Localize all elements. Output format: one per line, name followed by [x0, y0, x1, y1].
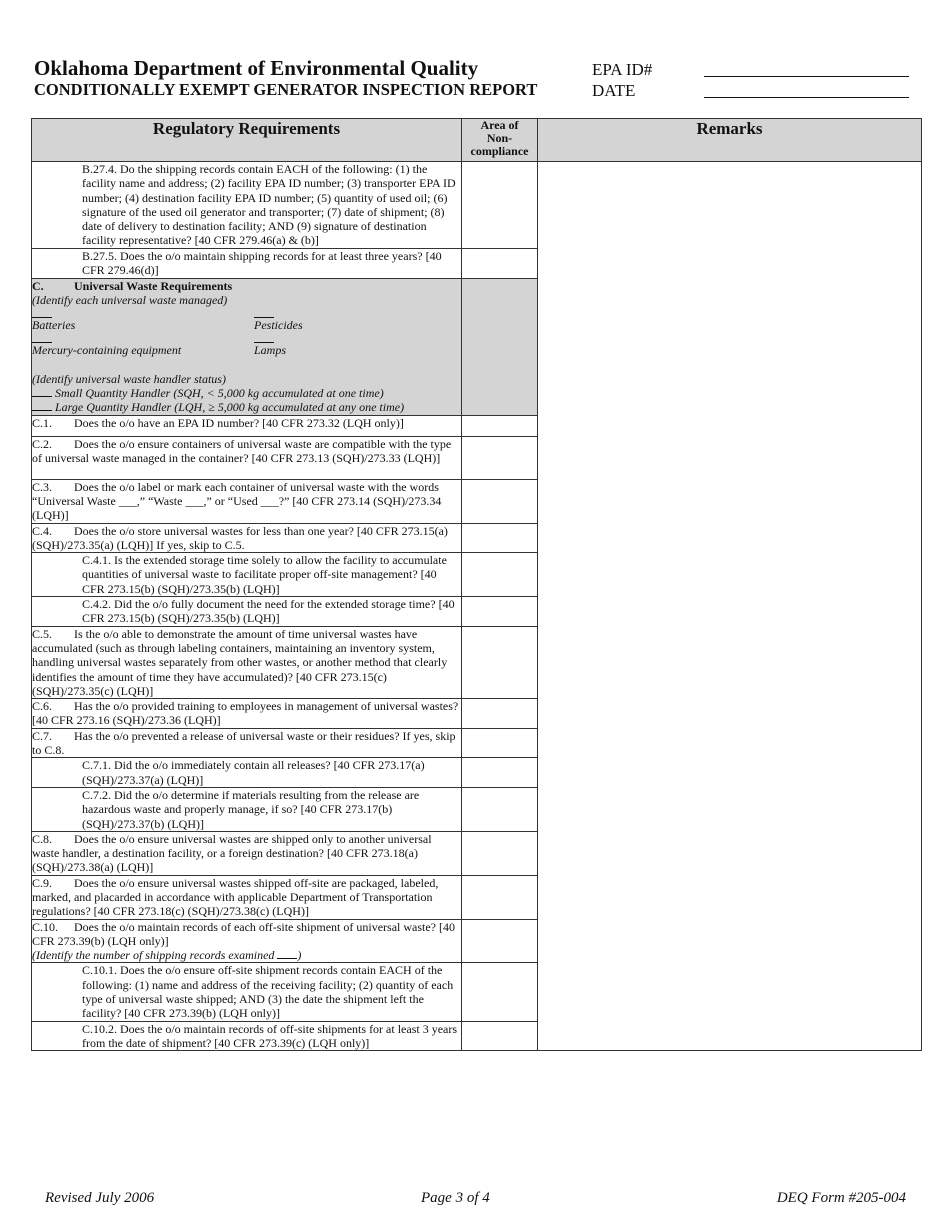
identify-status-instruction: (Identify universal waste handler status) — [32, 371, 226, 386]
table-header-row — [32, 119, 922, 162]
question-c10-2: C.10.2. Does the o/o maintain records of off-site shipments for at least 3 years from the date of shipment? [40 CFR 273.39(c) (LQH only)] — [32, 1021, 462, 1051]
lqh-label: Large Quantity Handler (LQH, ≥ 5,000 kg accumulated at any one time) — [55, 400, 405, 415]
noncompliance-cell[interactable] — [462, 553, 538, 597]
noncompliance-cell[interactable] — [462, 875, 538, 919]
requirements-header: Regulatory Requirements — [32, 119, 462, 162]
question-number: C.9. — [32, 875, 53, 890]
noncompliance-cell[interactable] — [462, 787, 538, 831]
noncompliance-cell[interactable] — [462, 963, 538, 1021]
lqh-checkbox[interactable] — [32, 400, 52, 411]
question-c10 — [32, 919, 462, 963]
question-number: C.6. — [32, 699, 53, 714]
shipping-records-note-end: ) — [297, 948, 302, 963]
shipping-records-note: (Identify the number of shipping records examined — [32, 948, 275, 963]
mercury-checkbox[interactable] — [32, 332, 52, 343]
remarks-header: Remarks — [538, 119, 922, 162]
section-c-number: C. — [32, 278, 44, 293]
question-text: Has the o/o prevented a release of universal waste or their residues? If yes, skip to C.8. — [32, 728, 456, 758]
remarks-cell[interactable] — [538, 162, 922, 1051]
noncompliance-cell[interactable] — [462, 699, 538, 729]
question-c2 — [32, 436, 462, 479]
question-text: Does the o/o store universal wastes for less than one year? [40 CFR 273.15(a) (SQH)/273.35(a) (LQH)] If yes, skip to C.5. — [32, 523, 448, 552]
question-c7-1: C.7.1. Did the o/o immediately contain all releases? [40 CFR 273.17(a) (SQH)/273.37(a) (LQH)] — [32, 758, 462, 788]
lamps-checkbox[interactable] — [254, 332, 274, 343]
noncompliance-cell[interactable] — [462, 758, 538, 788]
question-c7 — [32, 728, 462, 758]
question-text: Does the o/o label or mark each container of universal waste with the words “Universal Waste ___,” “Waste ___,” or “Used ___?” [40 CFR 273.14 (SQH)/273.34 (LQH)] — [32, 479, 442, 523]
question-c7-2: C.7.2. Did the o/o determine if materials resulting from the release are hazardous waste and properly manage, if so? [40 CFR 273.17(b) (SQH)/273.37(b) (LQH)] — [32, 787, 462, 831]
question-b27-4: B.27.4. Do the shipping records contain EACH of the following: (1) the facility name and address; (2) facility EPA ID number; (3) transporter EPA ID number; (4) destination facility EPA ID number; (5) quantity of used oil; (6) signature of the used oil generator and transporter; (7) date of shipment; (8) date of delivery to destination facility; AND (9) signature of destination facility representative? [40 CFR 279.46(a) & (b)] — [32, 162, 462, 249]
section-c-title: Universal Waste Requirements — [74, 278, 233, 293]
noncompliance-cell[interactable] — [462, 479, 538, 523]
pesticides-label: Pesticides — [254, 318, 303, 333]
question-text: Does the o/o ensure universal wastes shipped off-site are packaged, labeled, marked, and placarded in accordance with applicable Department of Transportation regulations? [40 CFR 273.18(c) (SQH)/273.38(c) (LQH)] — [32, 875, 439, 919]
sqh-checkbox[interactable] — [32, 386, 52, 397]
lamps-label: Lamps — [254, 343, 287, 358]
noncompliance-cell[interactable] — [462, 831, 538, 875]
noncompliance-cell[interactable] — [462, 162, 538, 249]
question-number: C.3. — [32, 479, 53, 494]
identify-waste-instruction: (Identify each universal waste managed) — [32, 292, 228, 307]
noncompliance-header — [462, 119, 538, 162]
question-number: C.2. — [32, 436, 53, 451]
question-c4 — [32, 523, 462, 553]
noncompliance-cell[interactable] — [462, 626, 538, 698]
table-row — [32, 162, 922, 249]
inspection-table — [31, 118, 922, 1051]
question-number: C.4. — [32, 523, 53, 538]
date-label: DATE — [592, 81, 636, 100]
question-c8 — [32, 831, 462, 875]
footer-page-number: Page 3 of 4 — [421, 1190, 490, 1206]
question-text: Does the o/o have an EPA ID number? [40 CFR 273.32 (LQH only)] — [74, 415, 404, 430]
mercury-label: Mercury-containing equipment — [32, 343, 182, 358]
question-c5 — [32, 626, 462, 698]
noncompliance-cell[interactable] — [462, 728, 538, 758]
form-subtitle: CONDITIONALLY EXEMPT GENERATOR INSPECTION REPORT — [34, 80, 538, 99]
question-c3 — [32, 479, 462, 523]
noncompliance-cell[interactable] — [462, 415, 538, 436]
question-c6 — [32, 699, 462, 729]
noncompliance-cell[interactable] — [462, 249, 538, 279]
question-c4-2: C.4.2. Did the o/o fully document the need for the extended storage time? [40 CFR 273.15(b) (SQH)/273.35(b) (LQH)] — [32, 597, 462, 627]
noncompliance-cell[interactable] — [462, 436, 538, 479]
noncompliance-cell[interactable] — [462, 523, 538, 553]
question-c1 — [32, 415, 462, 436]
noncompliance-cell[interactable] — [462, 919, 538, 963]
noncompliance-header-line1: Area of — [480, 118, 519, 132]
noncompliance-header-line3: compliance — [470, 144, 529, 158]
footer-revised: Revised July 2006 — [45, 1190, 155, 1206]
question-c10-1: C.10.1. Does the o/o ensure off-site shipment records contain EACH of the following: (1) name and address of the receiving facility; (2) quantity of each type of universal waste shipped; AND (3) the date the shipment left the facility? [40 CFR 273.39(b) (LQH only)] — [32, 963, 462, 1021]
question-number: C.10. — [32, 919, 59, 934]
batteries-checkbox[interactable] — [32, 307, 52, 318]
question-b27-5: B.27.5. Does the o/o maintain shipping records for at least three years? [40 CFR 279.46(d)] — [32, 249, 462, 279]
section-c-header — [32, 278, 462, 415]
question-number: C.8. — [32, 831, 53, 846]
date-field[interactable] — [704, 83, 909, 98]
noncompliance-header-line2: Non- — [486, 131, 513, 145]
pesticides-checkbox[interactable] — [254, 307, 274, 318]
sqh-label: Small Quantity Handler (SQH, < 5,000 kg accumulated at one time) — [55, 386, 384, 401]
question-text: Is the o/o able to demonstrate the amount of time universal wastes have accumulated (such as through labeling containers, maintaining an inventory system, handling universal wastes separately from other wastes, or another method that clearly identifies the amount of time they have accumulated)? [40 CFR 273.15(c) (SQH)/273.35(c) (LQH)] — [32, 626, 448, 698]
question-c4-1: C.4.1. Is the extended storage time solely to allow the facility to accumulate quantities of universal waste to facilitate proper off-site management? [40 CFR 273.15(b) (SQH)/273.35(b) (LQH)] — [32, 553, 462, 597]
question-text: Has the o/o provided training to employees in management of universal wastes? [40 CFR 273.16 (SQH)/273.36 (LQH)] — [32, 699, 459, 728]
question-c9 — [32, 875, 462, 919]
section-c-noncompliance-cell — [462, 278, 538, 415]
epa-id-label: EPA ID# — [592, 60, 653, 79]
noncompliance-cell[interactable] — [462, 1021, 538, 1051]
question-number: C.7. — [32, 728, 53, 743]
epa-id-field[interactable] — [704, 62, 909, 77]
question-text: Does the o/o ensure containers of universal waste are compatible with the type of universal waste managed in the container? [40 CFR 273.13 (SQH)/273.33 (LQH)] — [32, 436, 452, 465]
form-title: Oklahoma Department of Environmental Quality — [34, 56, 479, 80]
batteries-label: Batteries — [32, 318, 76, 333]
shipping-records-count-field[interactable] — [277, 948, 297, 959]
question-text: Does the o/o ensure universal wastes are shipped only to another universal waste handler, a destination facility, or a foreign destination? [40 CFR 273.18(a) (SQH)/273.38(a) (LQH)] — [32, 831, 432, 875]
footer-form-number: DEQ Form #205-004 — [776, 1190, 906, 1206]
noncompliance-cell[interactable] — [462, 597, 538, 627]
question-number: C.5. — [32, 626, 53, 641]
question-number: C.1. — [32, 415, 53, 430]
question-text: Does the o/o maintain records of each off-site shipment of universal waste? [40 CFR 273.39(b) (LQH only)] — [32, 919, 455, 948]
